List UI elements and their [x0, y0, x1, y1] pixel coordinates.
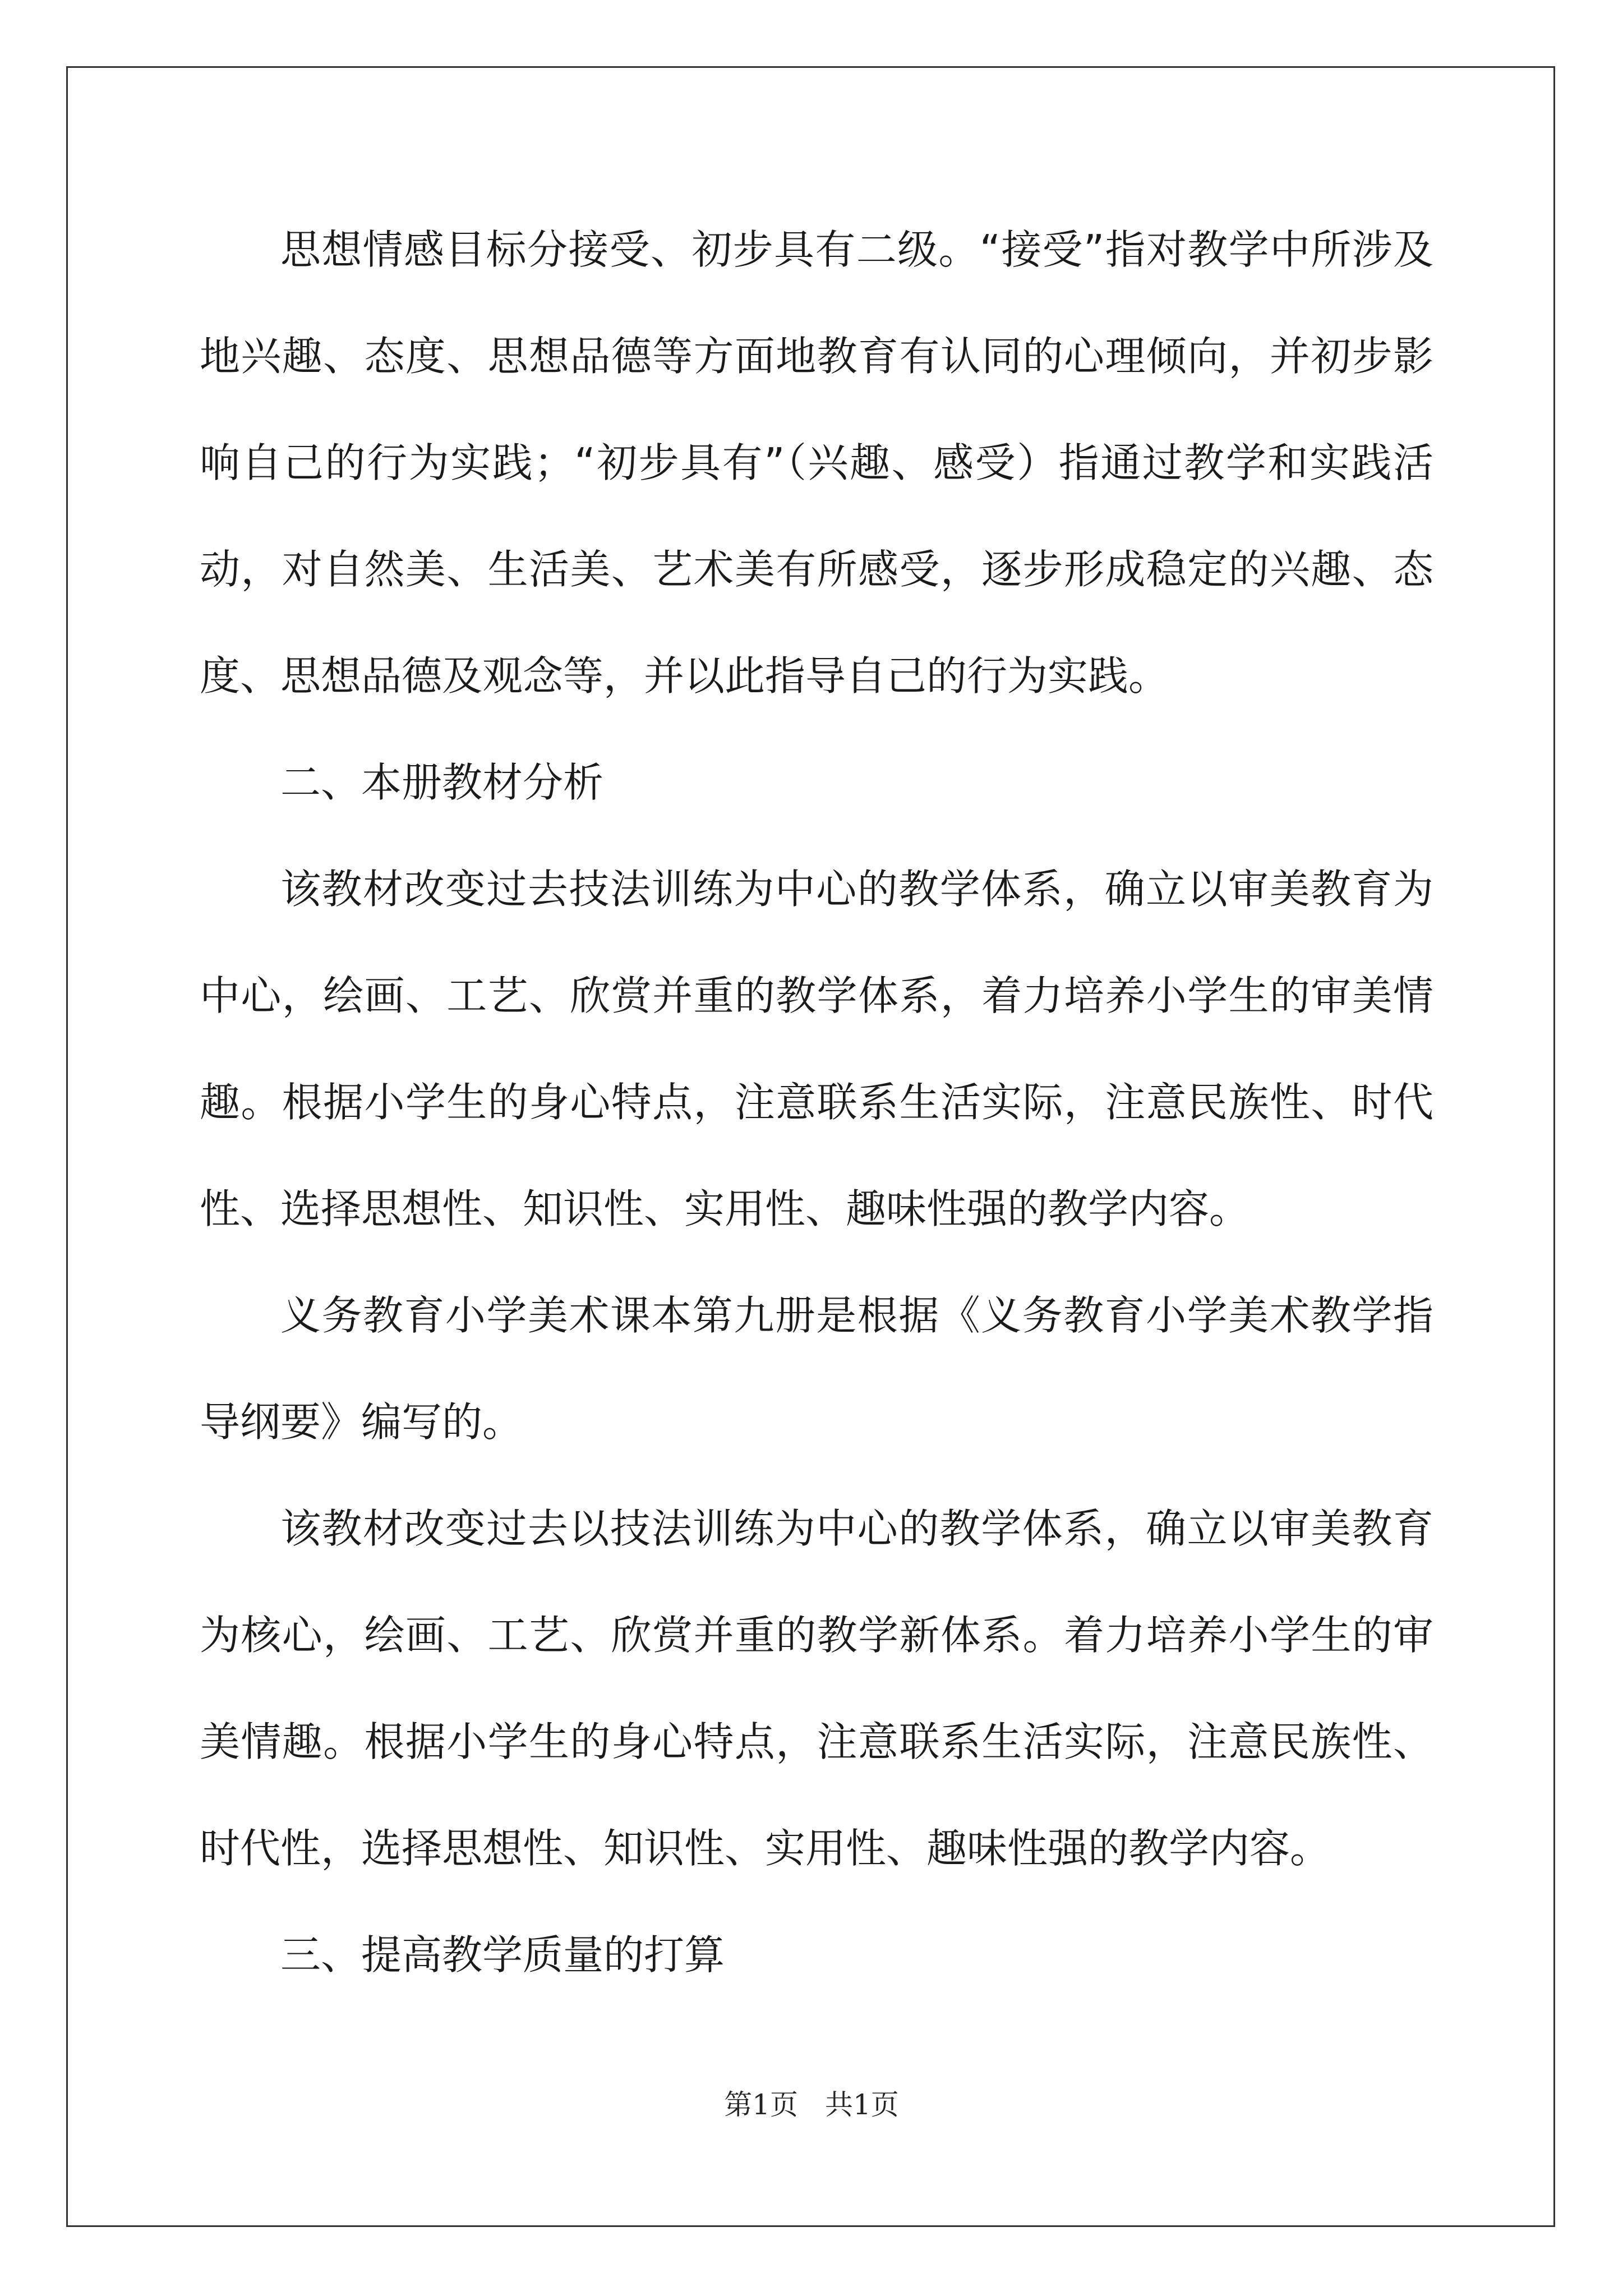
paragraph-4: 该教材改变过去以技法训练为中心的教学体系，确立以审美教育为核心，绘画、工艺、欣赏并重的教学新体系。着力培养小学生的审美情趣。根据小学生的身心特点，注意联系生活实际，注意民族性、时代性，选择思想性、知识性、实用性、趣味性强的教学内容。	[200, 1505, 1433, 1872]
paragraph-1: 思想情感目标分接受、初步具有二级。“接受”指对教学中所涉及地兴趣、态度、思想品德等方面地教育有认同的心理倾向，并初步影响自己的行为实践；“初步具有”（兴趣、感受）指通过教学和实践活动，对自然美、生活美、艺术美有所感受，逐步形成稳定的兴趣、态度、思想品德及观念等，并以此指导自己的行为实践。	[200, 226, 1433, 700]
page-total: 共1页	[825, 2088, 899, 2121]
page-footer	[0, 2082, 1623, 2123]
section-heading-2: 二、本册教材分析	[280, 759, 604, 806]
paragraph-3: 义务教育小学美术课本第九册是根据《义务教育小学美术教学指导纲要》编写的。	[200, 1292, 1433, 1446]
section-heading-3: 三、提高教学质量的打算	[280, 1931, 725, 1978]
paragraph-2: 该教材改变过去技法训练为中心的教学体系，确立以审美教育为中心，绘画、工艺、欣赏并重的教学体系，着力培养小学生的审美情趣。根据小学生的身心特点，注意联系生活实际，注意民族性、时代性、选择思想性、知识性、实用性、趣味性强的教学内容。	[200, 866, 1433, 1232]
page-number: 第1页	[724, 2088, 798, 2121]
document-body	[200, 196, 1433, 2008]
